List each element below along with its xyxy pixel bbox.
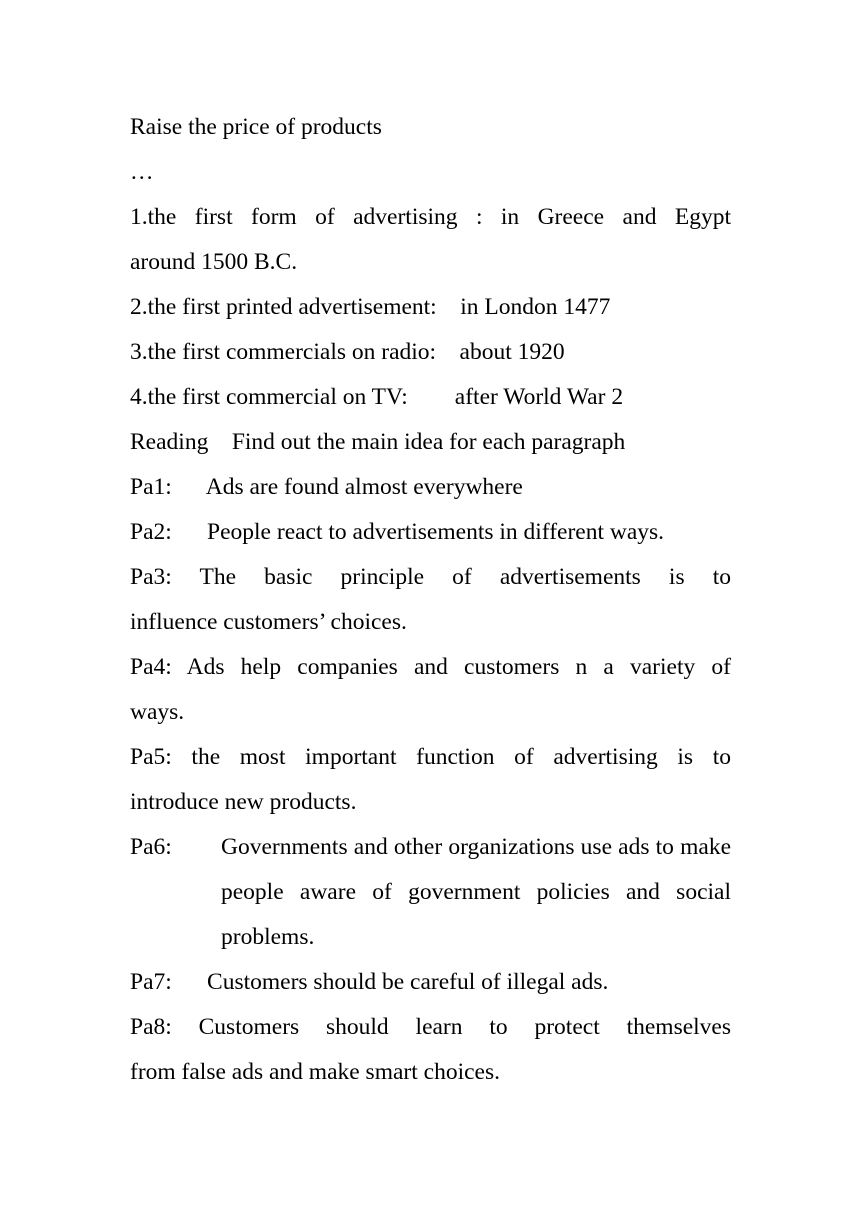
fact-2-line: 2.the first printed advertisement: in London 1477 — [130, 294, 611, 320]
pa8-line-1: Pa8: Customers should learn to protect themselves — [130, 1014, 731, 1040]
fact-1-line-1: 1.the first form of advertising : in Greece and Egypt — [130, 204, 731, 230]
fact-4-line: 4.the first commercial on TV: after World War 2 — [130, 384, 624, 410]
pa3-line-1: Pa3: The basic principle of advertisements is to — [130, 564, 731, 590]
pa8-line-2: from false ads and make smart choices. — [130, 1059, 500, 1085]
text-line: Raise the price of products — [130, 114, 382, 140]
pa6-text: Governments and other organizations use ads to make people aware of government policies and social problems. — [221, 834, 731, 950]
pa4-line-2: ways. — [130, 699, 185, 725]
pa3-line-2: influence customers’ choices. — [130, 609, 407, 635]
ellipsis-line: … — [130, 159, 154, 185]
pa4-line-1: Pa4: Ads help companies and customers n a variety of — [130, 654, 731, 680]
fact-1-line-2: around 1500 B.C. — [130, 249, 298, 275]
pa5-line-1: Pa5: the most important function of advertising is to — [130, 744, 731, 770]
pa5-line-2: introduce new products. — [130, 789, 357, 815]
document-body — [130, 105, 731, 1095]
pa6-label: Pa6: — [130, 834, 172, 860]
pa2-line: Pa2: People react to advertisements in different ways. — [130, 519, 665, 545]
pa1-line: Pa1: Ads are found almost everywhere — [130, 474, 523, 500]
fact-3-line: 3.the first commercials on radio: about 1920 — [130, 339, 565, 365]
reading-heading: Reading Find out the main idea for each paragraph — [130, 429, 626, 455]
pa6-paragraph — [130, 825, 731, 960]
pa7-line: Pa7: Customers should be careful of illegal ads. — [130, 969, 609, 995]
